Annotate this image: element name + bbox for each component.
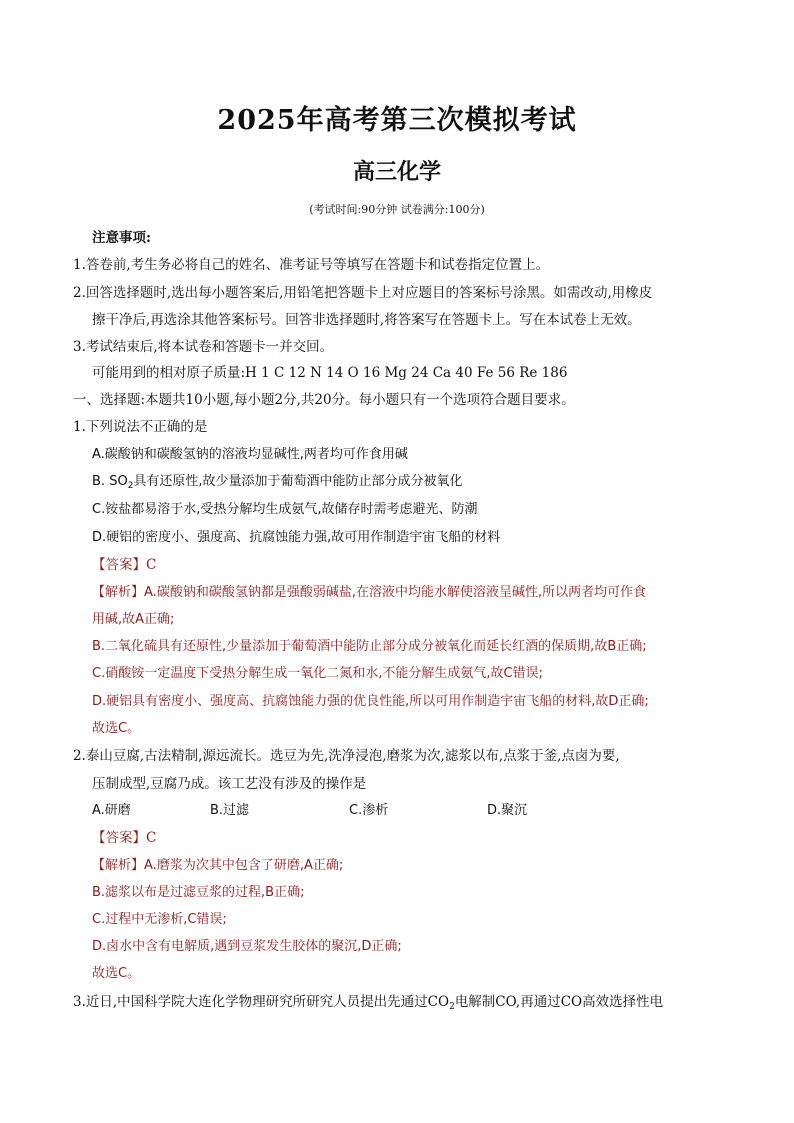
q2-analysis-line-4: D.卤水中含有电解质,遇到豆浆发生胶体的聚沉,D正确; bbox=[92, 939, 402, 954]
section-heading: 一、选择题:本题共10小题,每小题2分,共20分。每小题只有一个选项符合题目要求。 bbox=[73, 392, 575, 408]
q1-option-d: D.硬铝的密度小、强度高、抗腐蚀能力强,故可用作制造宇宙飞船的材料 bbox=[92, 530, 501, 545]
q2-answer bbox=[92, 829, 156, 847]
note-item-3: 3.考试结束后,将本试卷和答题卡一并交回。 bbox=[73, 339, 334, 355]
q1-option-b-prefix: B. bbox=[92, 474, 106, 489]
q1-answer-value: C bbox=[146, 557, 157, 573]
note-item-2: 2.回答选择题时,选出每小题答案后,用铅笔把答题卡上对应题目的答案标号涂黑。如需改动,用橡皮 bbox=[73, 285, 653, 301]
q2-option-b: B.过滤 bbox=[210, 803, 250, 818]
q2-analysis-line-1: 【解析】A.磨浆为次其中包含了研磨,A正确; bbox=[92, 858, 344, 873]
note-item-1: 1.答卷前,考生务必将自己的姓名、准考证号等填写在答题卡和试卷指定位置上。 bbox=[73, 257, 550, 273]
q1-analysis-line-5: D.硬铝具有密度小、强度高、抗腐蚀能力强的优良性能,所以可用作制造宇宙飞船的材料,故D正确; bbox=[92, 694, 649, 709]
notes-heading: 注意事项: bbox=[92, 230, 151, 246]
q3-stem-rest: 电解制CO,再通过CO高效选择性电 bbox=[454, 994, 664, 1010]
q1-option-a: A.碳酸钠和碳酸氢钠的溶液均显碱性,两者均可作食用碱 bbox=[92, 447, 408, 462]
q2-answer-value: C bbox=[146, 830, 157, 846]
q1-option-b-formula: $SO_2$ bbox=[109, 474, 134, 491]
q2-stem-line-2: 压制成型,豆腐乃成。该工艺没有涉及的操作是 bbox=[92, 776, 367, 792]
q2-analysis-line-3: C.过程中无渗析,C错误; bbox=[92, 912, 227, 927]
q1-analysis-line-2: 用碱,故A正确; bbox=[92, 612, 175, 627]
q1-analysis-line-1: 【解析】A.碳酸钠和碳酸氢钠都是强酸弱碱盐,在溶液中均能水解使溶液呈碱性,所以两者均可作食 bbox=[92, 585, 647, 600]
q2-option-d: D.聚沉 bbox=[487, 803, 528, 818]
q2-option-c: C.渗析 bbox=[349, 803, 389, 818]
q3-stem-formula: $CO_2$ bbox=[427, 994, 455, 1012]
note-item-2-cont: 擦干净后,再选涂其他答案标号。回答非选择题时,将答案写在答题卡上。写在本试卷上无效。 bbox=[92, 312, 641, 328]
q1-option-b bbox=[92, 473, 463, 495]
atomic-masses: 可能用到的相对原子质量:H 1 C 12 N 14 O 16 Mg 24 Ca 40 Fe 56 Re 186 bbox=[92, 365, 568, 381]
exam-subject: 高三化学 bbox=[352, 159, 441, 185]
q3-stem-prefix: 3.近日,中国科学院大连化学物理研究所研究人员提出先通过 bbox=[73, 994, 428, 1010]
exam-title: 2025年高考第三次模拟考试 bbox=[217, 105, 577, 136]
q1-analysis-line-4: C.硝酸铵一定温度下受热分解生成一氧化二氮和水,不能分解生成氨气,故C错误; bbox=[92, 666, 543, 681]
q1-analysis-line-3: B.二氧化硫具有还原性,少量添加于葡萄酒中能防止部分成分被氧化而延长红酒的保质期,故B正确; bbox=[92, 639, 647, 654]
q2-option-a: A.研磨 bbox=[92, 803, 131, 818]
exam-info: (考试时间:90分钟 试卷满分:100分) bbox=[309, 203, 485, 216]
q1-option-b-text: 具有还原性,故少量添加于葡萄酒中能防止部分成分被氧化 bbox=[133, 474, 463, 489]
q2-analysis-line-2: B.滤浆以布是过滤豆浆的过程,B正确; bbox=[92, 885, 305, 900]
q1-stem: 1.下列说法不正确的是 bbox=[73, 419, 208, 435]
q3-stem bbox=[73, 993, 663, 1016]
q1-answer-label: 【答案】 bbox=[92, 557, 146, 573]
q1-analysis-line-6: 故选C。 bbox=[92, 721, 141, 736]
q1-option-c: C.铵盐都易溶于水,受热分解均生成氨气,故储存时需考虑避光、防潮 bbox=[92, 502, 478, 517]
q1-answer bbox=[92, 556, 156, 574]
q2-answer-label: 【答案】 bbox=[92, 830, 146, 846]
q1-analysis-label: 【解析】 bbox=[92, 585, 145, 600]
q2-analysis-line-5: 故选C。 bbox=[92, 966, 141, 981]
q2-stem-line-1: 2.泰山豆腐,古法精制,源远流长。选豆为先,洗净浸泡,磨浆为次,滤浆以布,点浆于釜,点卤为要, bbox=[73, 748, 620, 764]
q2-analysis-label: 【解析】 bbox=[92, 858, 145, 873]
